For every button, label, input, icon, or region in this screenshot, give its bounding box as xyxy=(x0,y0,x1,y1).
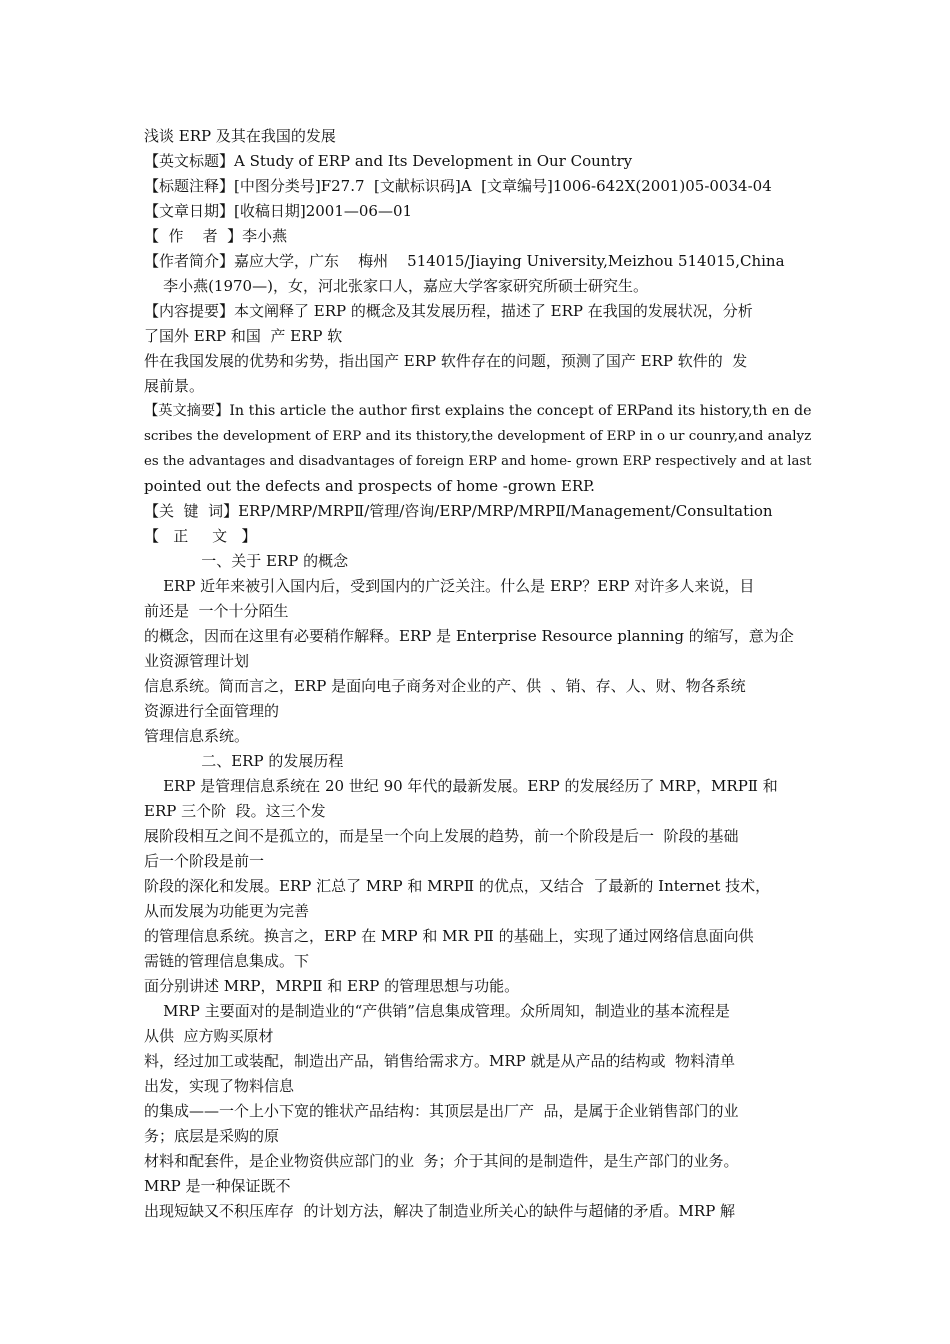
text-line: es the advantages and disadvantages of foreign ERP and home- grown ERP respectively and at last xyxy=(144,454,812,469)
text-line: 阶段的深化和发展。ERP 汇总了 MRP 和 MRPⅡ 的优点，又结合 了最新的 Internet 技术， xyxy=(144,877,771,895)
text-line: ERP 是管理信息系统在 20 世纪 90 年代的最新发展。ERP 的发展经历了 MRP，MRPⅡ 和 xyxy=(144,777,778,795)
document-page xyxy=(144,124,812,1224)
text-line: 李小燕(1970—)，女，河北张家口人，嘉应大学客家研究所硕士研究生。 xyxy=(144,277,648,295)
text-line: 信息系统。简而言之，ERP 是面向电子商务对企业的产、供 、销、存、人、财、物各系统 xyxy=(144,677,746,695)
text-line: 件在我国发展的优势和劣势，指出国产 ERP 软件存在的问题，预测了国产 ERP 软件的 发 xyxy=(144,352,748,370)
text-line: 后一个阶段是前一 xyxy=(144,852,265,870)
text-line: 【英文摘要】In this article the author first explains the concept of ERPand its history,th en de xyxy=(144,403,812,419)
text-line: 出现短缺又不积压库存 的计划方法，解决了制造业所关心的缺件与超储的矛盾。MRP 解 xyxy=(144,1202,736,1220)
text-line: 展阶段相互之间不是孤立的，而是呈一个向上发展的趋势，前一个阶段是后一 阶段的基础 xyxy=(144,827,739,845)
text-line: 业资源管理计划 xyxy=(144,652,250,670)
text-line: 务；底层是采购的原 xyxy=(144,1127,280,1145)
text-line: ERP 近年来被引入国内后，受到国内的广泛关注。什么是 ERP？ERP 对许多人来说，目 xyxy=(144,577,755,595)
text-line: 了国外 ERP 和国 产 ERP 软 xyxy=(144,327,343,345)
text-line: 的管理信息系统。换言之，ERP 在 MRP 和 MR PⅡ 的基础上，实现了通过网络信息面向供 xyxy=(144,927,754,945)
text-line: 的概念，因而在这里有必要稍作解释。ERP 是 Enterprise Resource planning 的缩写，意为企 xyxy=(144,627,794,645)
text-line: pointed out the defects and prospects of home -grown ERP. xyxy=(144,477,595,495)
text-line: 需链的管理信息集成。下 xyxy=(144,952,310,970)
text-line: 料，经过加工或装配，制造出产品，销售给需求方。MRP 就是从产品的结构或 物料清单 xyxy=(144,1052,736,1070)
text-line: 【作者简介】嘉应大学，广东 梅州 514015/Jiaying University,Meizhou 514015,China xyxy=(144,252,785,270)
text-line: 【英文标题】A Study of ERP and Its Development in Our Country xyxy=(144,152,633,170)
text-line: 【 作 者 】李小燕 xyxy=(144,227,288,245)
text-line: MRP 主要面对的是制造业的“产供销”信息集成管理。众所周知，制造业的基本流程是 xyxy=(144,1002,730,1020)
text-line: 的集成——一个上小下宽的锥状产品结构：其顶层是出厂产 品，是属于企业销售部门的业 xyxy=(144,1102,739,1120)
text-line: 【内容提要】本文阐释了 ERP 的概念及其发展历程，描述了 ERP 在我国的发展状况，分析 xyxy=(144,302,753,320)
text-line: ERP 三个阶 段。这三个发 xyxy=(144,802,326,820)
text-line: 前还是 一个十分陌生 xyxy=(144,602,289,620)
text-line: 出发，实现了物料信息 xyxy=(144,1077,295,1095)
text-line: 从而发展为功能更为完善 xyxy=(144,902,310,920)
text-line: 【标题注释】[中图分类号]F27.7 [文献标识码]A [文章编号]1006-642X(2001)05-0034-04 xyxy=(144,177,772,195)
text-line: scribes the development of ERP and its thistory,the development of ERP in o ur counry,and analyz xyxy=(144,429,812,444)
text-line: 材料和配套件，是企业物资供应部门的业 务；介于其间的是制造件，是生产部门的业务。 xyxy=(144,1152,739,1170)
text-line: 二、ERP 的发展历程 xyxy=(144,752,344,770)
text-line: 面分别讲述 MRP，MRPⅡ 和 ERP 的管理思想与功能。 xyxy=(144,977,520,995)
text-line: MRP 是一种保证既不 xyxy=(144,1177,291,1195)
text-line: 一、关于 ERP 的概念 xyxy=(144,552,349,570)
text-line: 【关 键 词】ERP/MRP/MRPⅡ/管理/咨询/ERP/MRP/MRPⅡ/Management/Consultation xyxy=(144,502,773,520)
text-line: 【 正 文 】 xyxy=(144,527,257,545)
text-line: 管理信息系统。 xyxy=(144,727,250,745)
text-line: 从供 应方购买原材 xyxy=(144,1027,274,1045)
text-line: 资源进行全面管理的 xyxy=(144,702,280,720)
text-line: 【文章日期】[收稿日期]2001—06—01 xyxy=(144,202,413,220)
document-title: 浅谈 ERP 及其在我国的发展 xyxy=(144,127,336,145)
text-line: 展前景。 xyxy=(144,377,205,395)
